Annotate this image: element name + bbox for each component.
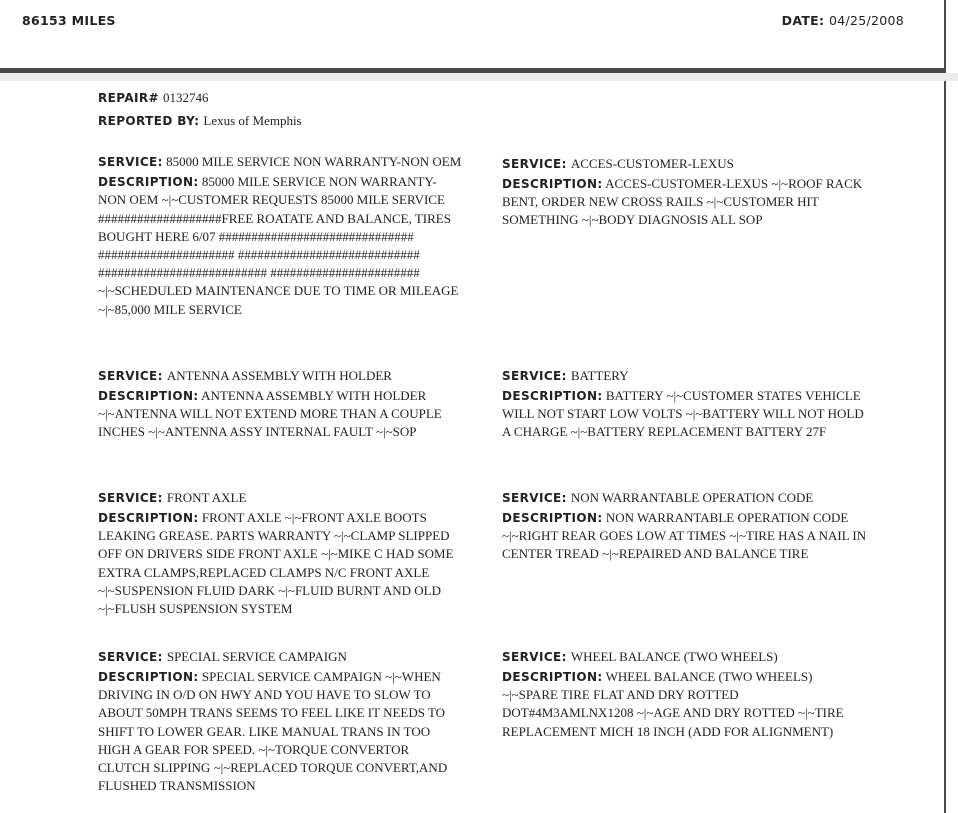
reported-by: Lexus of Memphis — [203, 113, 302, 128]
description-row — [98, 509, 463, 618]
service-label: SERVICE: — [502, 369, 567, 383]
description-label: DESCRIPTION: — [98, 670, 199, 684]
reported-by-row — [98, 112, 302, 130]
service-entry — [98, 487, 463, 618]
description-text: 85000 MILE SERVICE NON WARRANTY-NON OEM ~|~CUSTOMER REQUESTS 85000 MILE SERVICE ###################FREE ROATATE AND BALANCE, TIRES BOUGHT HERE 6/07 ############################## ##################### ############################ ########################## ####################### ~|~SCHEDULED MAINTENANCE DUE TO TIME OR MILEAGE ~|~85,000 MILE SERVICE — [98, 174, 459, 317]
description-text: BATTERY ~|~CUSTOMER STATES VEHICLE WILL NOT START LOW VOLTS ~|~BATTERY WILL NOT HOLD A CHARGE ~|~BATTERY REPLACEMENT BATTERY 27F — [502, 388, 864, 440]
service-row — [502, 487, 867, 509]
description-label: DESCRIPTION: — [502, 511, 603, 525]
service-entry — [98, 365, 463, 442]
description-text: ANTENNA ASSEMBLY WITH HOLDER ~|~ANTENNA WILL NOT EXTEND MORE THAN A COUPLE INCHES ~|~ANTENNA ASSY INTERNAL FAULT ~|~SOP — [98, 388, 442, 440]
service-row — [98, 365, 463, 387]
service-name: FRONT AXLE — [166, 490, 247, 505]
service-label: SERVICE: — [502, 650, 567, 664]
service-name: NON WARRANTABLE OPERATION CODE — [570, 490, 814, 505]
description-row — [98, 668, 463, 795]
service-row — [98, 153, 463, 171]
date-label: DATE: — [781, 13, 825, 28]
description-row — [502, 387, 867, 442]
service-row — [98, 646, 463, 668]
service-row — [98, 487, 463, 509]
description-text: NON WARRANTABLE OPERATION CODE ~|~RIGHT REAR GOES LOW AT TIMES ~|~TIRE HAS A NAIL IN CENTER TREAD ~|~REPAIRED AND BALANCE TIRE — [502, 510, 867, 562]
reported-by-label: REPORTED BY: — [98, 114, 200, 128]
page-edge — [944, 0, 946, 73]
service-entry — [502, 646, 867, 741]
description-row — [502, 509, 867, 564]
description-text: WHEEL BALANCE (TWO WHEELS) ~|~SPARE TIRE FLAT AND DRY ROTTED DOT#4M3AMLNX1208 ~|~AGE AND DRY ROTTED ~|~TIRE REPLACEMENT MICH 18 INCH (ADD FOR ALIGNMENT) — [502, 669, 844, 739]
service-name: WHEEL BALANCE (TWO WHEELS) — [570, 649, 778, 664]
description-row — [502, 175, 867, 230]
service-name: ANTENNA ASSEMBLY WITH HOLDER — [166, 368, 392, 383]
description-label: DESCRIPTION: — [98, 389, 199, 403]
page-edge — [944, 81, 946, 813]
service-label: SERVICE: — [98, 155, 163, 169]
description-label: DESCRIPTION: — [502, 389, 603, 403]
description-text: FRONT AXLE ~|~FRONT AXLE BOOTS LEAKING GREASE. PARTS WARRANTY ~|~CLAMP SLIPPED OFF ON DRIVERS SIDE FRONT AXLE ~|~MIKE C HAD SOME EXTRA CLAMPS,REPLACED CLAMPS N/C FRONT AXLE ~|~SUSPENSION FLUID DARK ~|~FLUID BURNT AND OLD ~|~FLUSH SUSPENSION SYSTEM — [98, 510, 454, 617]
repair-number: 0132746 — [162, 90, 209, 105]
date-value: 04/25/2008 — [828, 13, 904, 28]
service-label: SERVICE: — [502, 157, 567, 171]
description-label: DESCRIPTION: — [502, 177, 603, 191]
service-row — [502, 365, 867, 387]
service-name: SPECIAL SERVICE CAMPAIGN — [166, 649, 347, 664]
description-label: DESCRIPTION: — [98, 511, 199, 525]
service-entry — [98, 153, 463, 319]
mileage: 86153 MILES — [22, 13, 116, 28]
service-entry — [502, 487, 867, 564]
description-text: ACCES-CUSTOMER-LEXUS ~|~ROOF RACK BENT, ORDER NEW CROSS RAILS ~|~CUSTOMER HIT SOMETHING ~|~BODY DIAGNOSIS ALL SOP — [502, 176, 863, 228]
description-text: SPECIAL SERVICE CAMPAIGN ~|~WHEN DRIVING IN O/D ON HWY AND YOU HAVE TO SLOW TO ABOUT 50MPH TRANS SEEMS TO FEEL LIKE IT NEEDS TO SHIFT TO LOWER GEAR. LIKE MANUAL TRANS IN TOO HIGH A GEAR FOR SPEED. ~|~TORQUE CONVERTOR CLUTCH SLIPPING ~|~REPLACED TORQUE CONVERT,AND FLUSHED TRANSMISSION — [98, 669, 448, 794]
service-label: SERVICE: — [98, 369, 163, 383]
service-row — [502, 646, 867, 668]
description-row — [502, 668, 867, 741]
service-row — [502, 153, 867, 175]
service-entry — [502, 365, 867, 442]
service-name: 85000 MILE SERVICE NON WARRANTY-NON OEM — [166, 154, 462, 169]
repair-label: REPAIR# — [98, 91, 159, 105]
description-label: DESCRIPTION: — [98, 175, 199, 190]
service-name: ACCES-CUSTOMER-LEXUS — [570, 156, 734, 171]
description-row — [98, 387, 463, 442]
report-date — [782, 13, 904, 28]
service-label: SERVICE: — [98, 650, 163, 664]
repair-number-row — [98, 89, 208, 107]
previous-page — [0, 0, 944, 68]
description-row — [98, 173, 463, 319]
service-entry — [98, 646, 463, 795]
service-name: BATTERY — [570, 368, 629, 383]
description-label: DESCRIPTION: — [502, 670, 603, 684]
service-label: SERVICE: — [502, 491, 567, 505]
service-label: SERVICE: — [98, 491, 163, 505]
service-entry — [502, 153, 867, 230]
page-gap — [0, 73, 958, 81]
